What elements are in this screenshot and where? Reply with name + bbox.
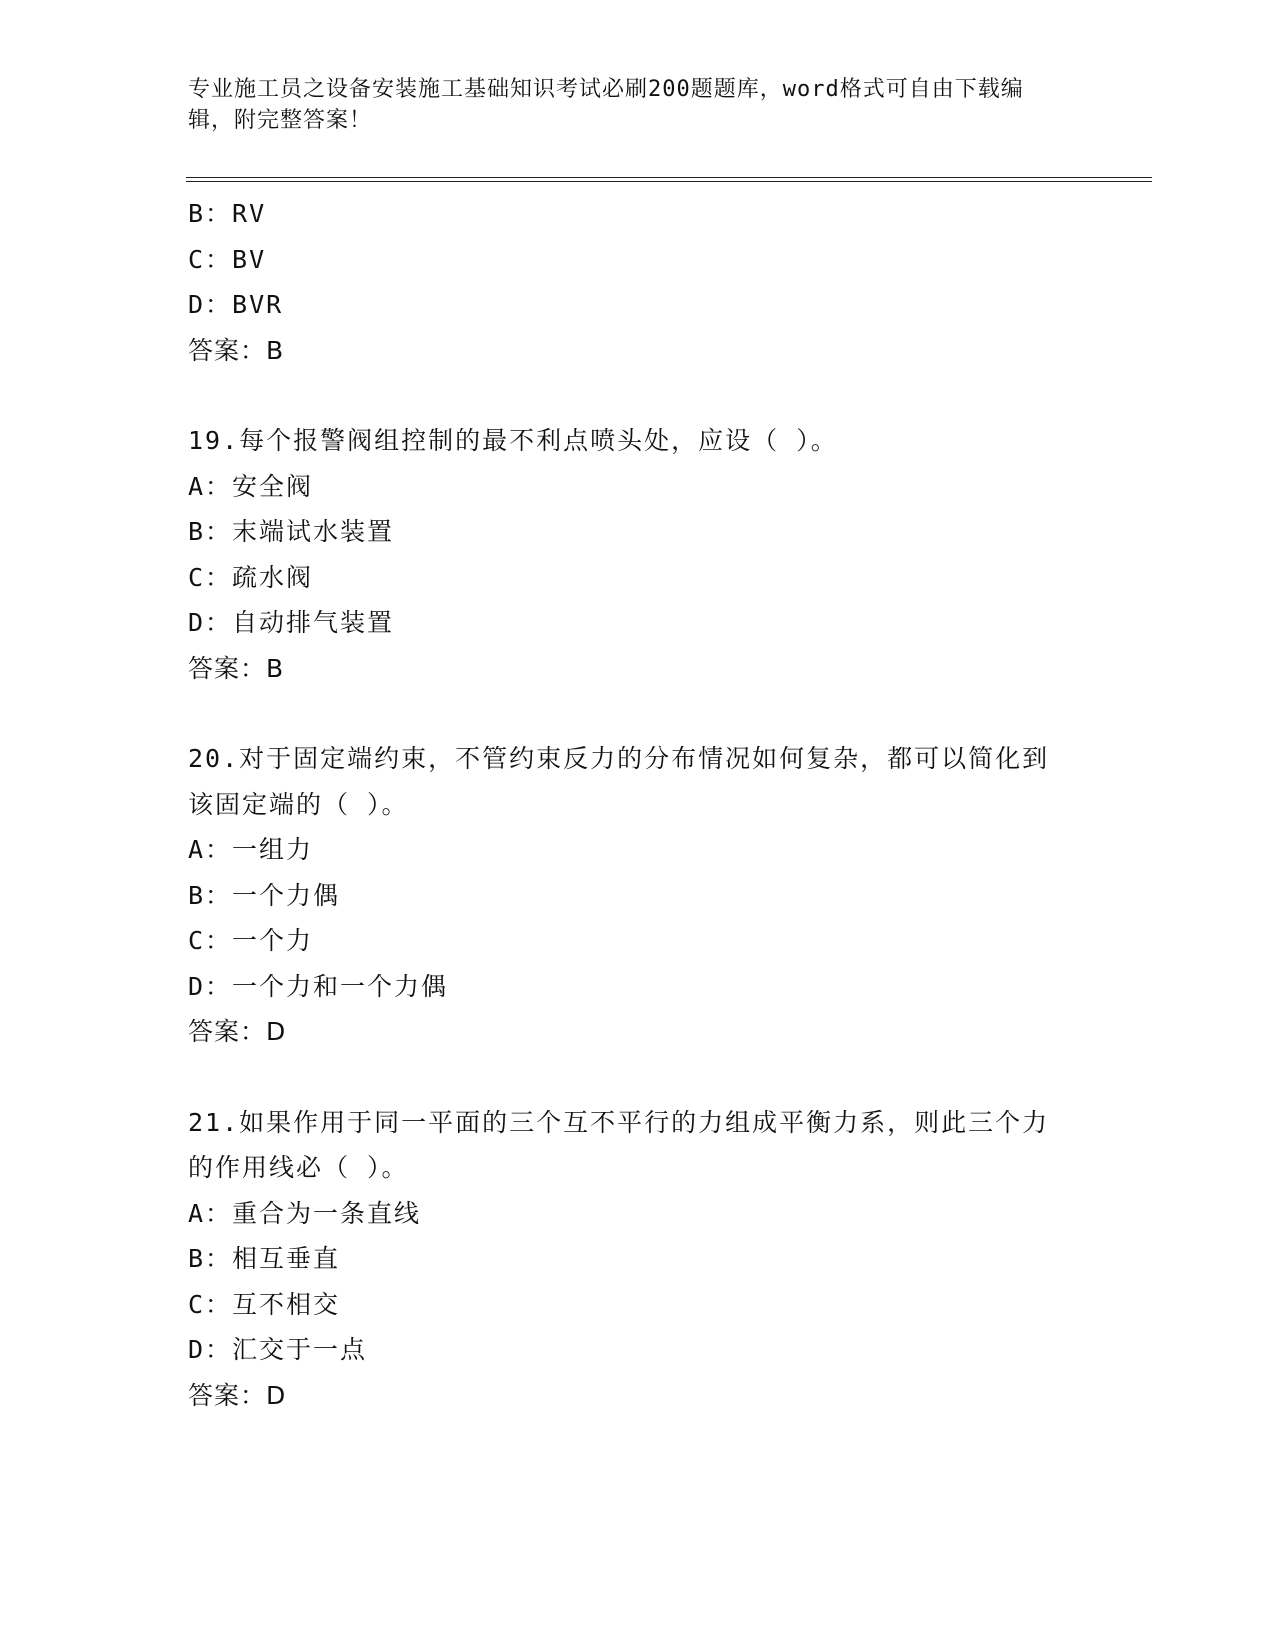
option-d: D：一个力和一个力偶	[188, 971, 449, 1001]
spacer	[188, 1055, 1088, 1100]
option-d: D：BVR	[188, 290, 284, 319]
header-rule-top	[186, 177, 1152, 178]
question-21	[188, 1100, 1088, 1419]
spacer	[188, 373, 1088, 418]
question-18-tail	[188, 191, 1088, 373]
answer-line: 答案：B	[188, 653, 285, 683]
option-b: B：RV	[188, 199, 267, 228]
option-a: A：一组力	[188, 835, 314, 864]
option-a: A：重合为一条直线	[188, 1198, 422, 1228]
option-b: B：末端试水装置	[188, 517, 395, 546]
option-c: C：互不相交	[188, 1289, 341, 1319]
option-d: D：汇交于一点	[188, 1335, 368, 1364]
option-b: B：一个力偶	[188, 880, 341, 910]
question-list	[188, 191, 1088, 1418]
option-c: C：一个力	[188, 926, 314, 955]
question-text: 19.每个报警阀组控制的最不利点喷头处，应设（ ）。	[188, 426, 838, 455]
answer-line: 答案：D	[188, 1380, 287, 1410]
question-19	[188, 418, 1088, 691]
option-a: A：安全阀	[188, 471, 314, 501]
option-c: C：疏水阀	[188, 562, 314, 592]
option-c: C：BV	[188, 244, 267, 274]
spacer	[188, 691, 1088, 736]
header-rule-bottom	[186, 181, 1152, 182]
answer-line: 答案：D	[188, 1017, 287, 1046]
question-text: 20.对于固定端约束，不管约束反力的分布情况如何复杂，都可以简化到该固定端的（ ）。	[188, 744, 1050, 819]
question-20	[188, 736, 1088, 1055]
option-d: D：自动排气装置	[188, 608, 395, 637]
option-b: B：相互垂直	[188, 1244, 341, 1273]
answer-line: 答案：B	[188, 335, 285, 365]
page-header: 专业施工员之设备安装施工基础知识考试必刷200题题库，word格式可自由下载编辑，附完整答案！	[188, 77, 1024, 133]
question-text: 21.如果作用于同一平面的三个互不平行的力组成平衡力系，则此三个力的作用线必（ ）。	[188, 1107, 1050, 1182]
